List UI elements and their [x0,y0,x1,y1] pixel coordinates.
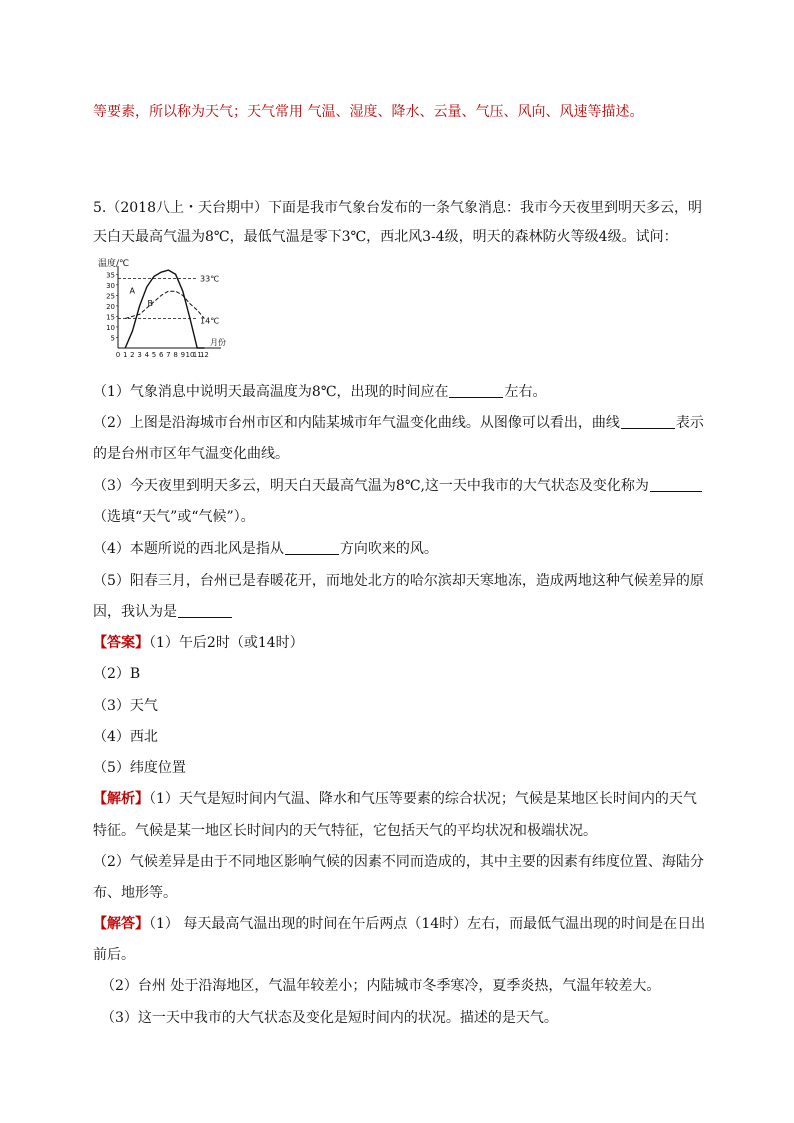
analysis-label: 【解析】 [93,791,149,807]
y-tick-label: 20 [106,302,115,311]
y-tick-label: 30 [106,281,115,290]
analysis-p2a: （2）气候差异是由于不同地区影响气候的因素不同而造成的，其中主要的因素有纬度位置、海陆分 [93,854,704,870]
x-tick-label: 2 [130,351,135,359]
intro-line: 等要素，所以称为天气；天气常用 气温、湿度、降水、云量、气压、风向、风速等描述。 [93,104,644,120]
solution-p1b: 前后。 [93,947,135,963]
answer-blank-3[interactable] [650,477,702,492]
annotation-33: 33℃ [200,274,220,284]
sub3-line-2: （选填“天气”或“气候”）。 [93,509,255,525]
x-axis-label: 月份 [210,338,226,347]
answer-item-1: （1）午后2时（或14时） [149,635,304,651]
answer-item-2: （2）B [93,666,141,682]
solution-label: 【解答】 [93,916,149,932]
y-tick-label: 35 [106,271,115,280]
sub-question-4 [93,539,438,559]
answer-blank-4[interactable] [285,540,339,555]
sub2-line-2: 的是台州市区年气温变化曲线。 [93,446,289,462]
sub5-text: 因，我认为是 [93,604,177,620]
x-tick-label: 0 [115,351,121,359]
annotation-14: 14℃ [200,316,220,326]
sub3-text: （3）今天夜里到明天多云，明天白天最高气温为8℃,这一天中我市的大气状态及变化称为 [93,478,649,494]
answer-blank-5[interactable] [178,603,232,618]
solution-p1a: （1） 每天最高气温出现的时间在午后两点（14时）左右，而最低气温出现的时间是在日出 [149,916,706,932]
y-tick-label: 15 [106,313,115,322]
x-tick-label: 8 [173,351,178,359]
answer-blank-2[interactable] [621,414,675,429]
series-label-B: B [147,298,154,308]
temperature-chart [96,256,236,362]
x-tick-label: 6 [158,351,164,359]
analysis-p1a: （1）天气是短时间内气温、降水和气压等要素的综合状况；气候是某地区长时间内的天气 [149,791,697,807]
analysis-p2b: 布、地形等。 [93,885,177,901]
x-tick-label: 10 [185,351,195,359]
answer-item-4: （4）西北 [93,729,158,745]
answer-item-3: （3）天气 [93,698,158,714]
series-label-A: A [129,286,136,296]
y-tick-label: 5 [110,334,115,343]
analysis-p1b: 特征。气候是某一地区长时间内的天气特征，它包括天气的平均状况和极端状况。 [93,823,597,839]
x-tick-label: 5 [151,351,157,359]
x-tick-label: 1 [122,351,128,359]
y-axis-label: 温度/℃ [98,259,130,269]
analysis-line-1 [93,789,697,809]
solution-p3: （3）这一天中我市的大气状态及变化是短时间内的状况。描述的是天气。 [101,1010,558,1026]
x-tick-label: 3 [137,351,142,359]
x-tick-label: 12 [199,351,209,359]
y-tick-label: 25 [106,292,115,301]
sub2-post: 表示 [675,415,704,431]
question-line-1: 5.（2018八上・天台期中）下面是我市气象台发布的一条气象消息：我市今天夜里到明天多云，明 [93,200,702,216]
y-tick-label: 10 [106,323,115,332]
answer-label: 【答案】 [93,635,149,651]
sub-question-5: （5）阳春三月，台州已是春暖花开，而地处北方的哈尔滨却天寒地冻，造成两地这种气候差异的原 [93,573,704,589]
sub4-text: （4）本题所说的西北风是指从 [93,541,284,557]
sub1-text: （1）气象消息中说明天最高温度为8℃，出现的时间应在 [93,384,449,400]
x-tick-label: 4 [144,351,150,359]
x-tick-label: 7 [166,351,171,359]
x-tick-label: 9 [180,351,186,359]
sub-question-3 [93,476,703,496]
solution-p2: （2）台州 处于沿海地区，气温年较差小；内陆城市冬季寒冷，夏季炎热，气温年较差大。 [101,978,661,994]
question-line-2: 天白天最高气温为8℃，最低气温是零下3℃，西北风3-4级，明天的森林防火等级4级。试问： [93,229,678,245]
sub1-post: 左右。 [504,384,547,400]
x-tick-label: 11 [192,351,202,359]
answer-item-5: （5）纬度位置 [93,760,186,776]
sub5-line-2 [93,602,233,622]
answer-blank-1[interactable] [449,383,503,398]
sub4-post: 方向吹来的风。 [339,541,438,557]
solution-line-1 [93,914,705,934]
series-line-A [125,270,204,348]
sub-question-2 [93,413,704,433]
sub2-text: （2）上图是沿海城市台州市区和内陆某城市年气温变化曲线。从图像可以看出，曲线 [93,415,620,431]
sub-question-1 [93,382,546,402]
answer-line-1 [93,633,304,653]
